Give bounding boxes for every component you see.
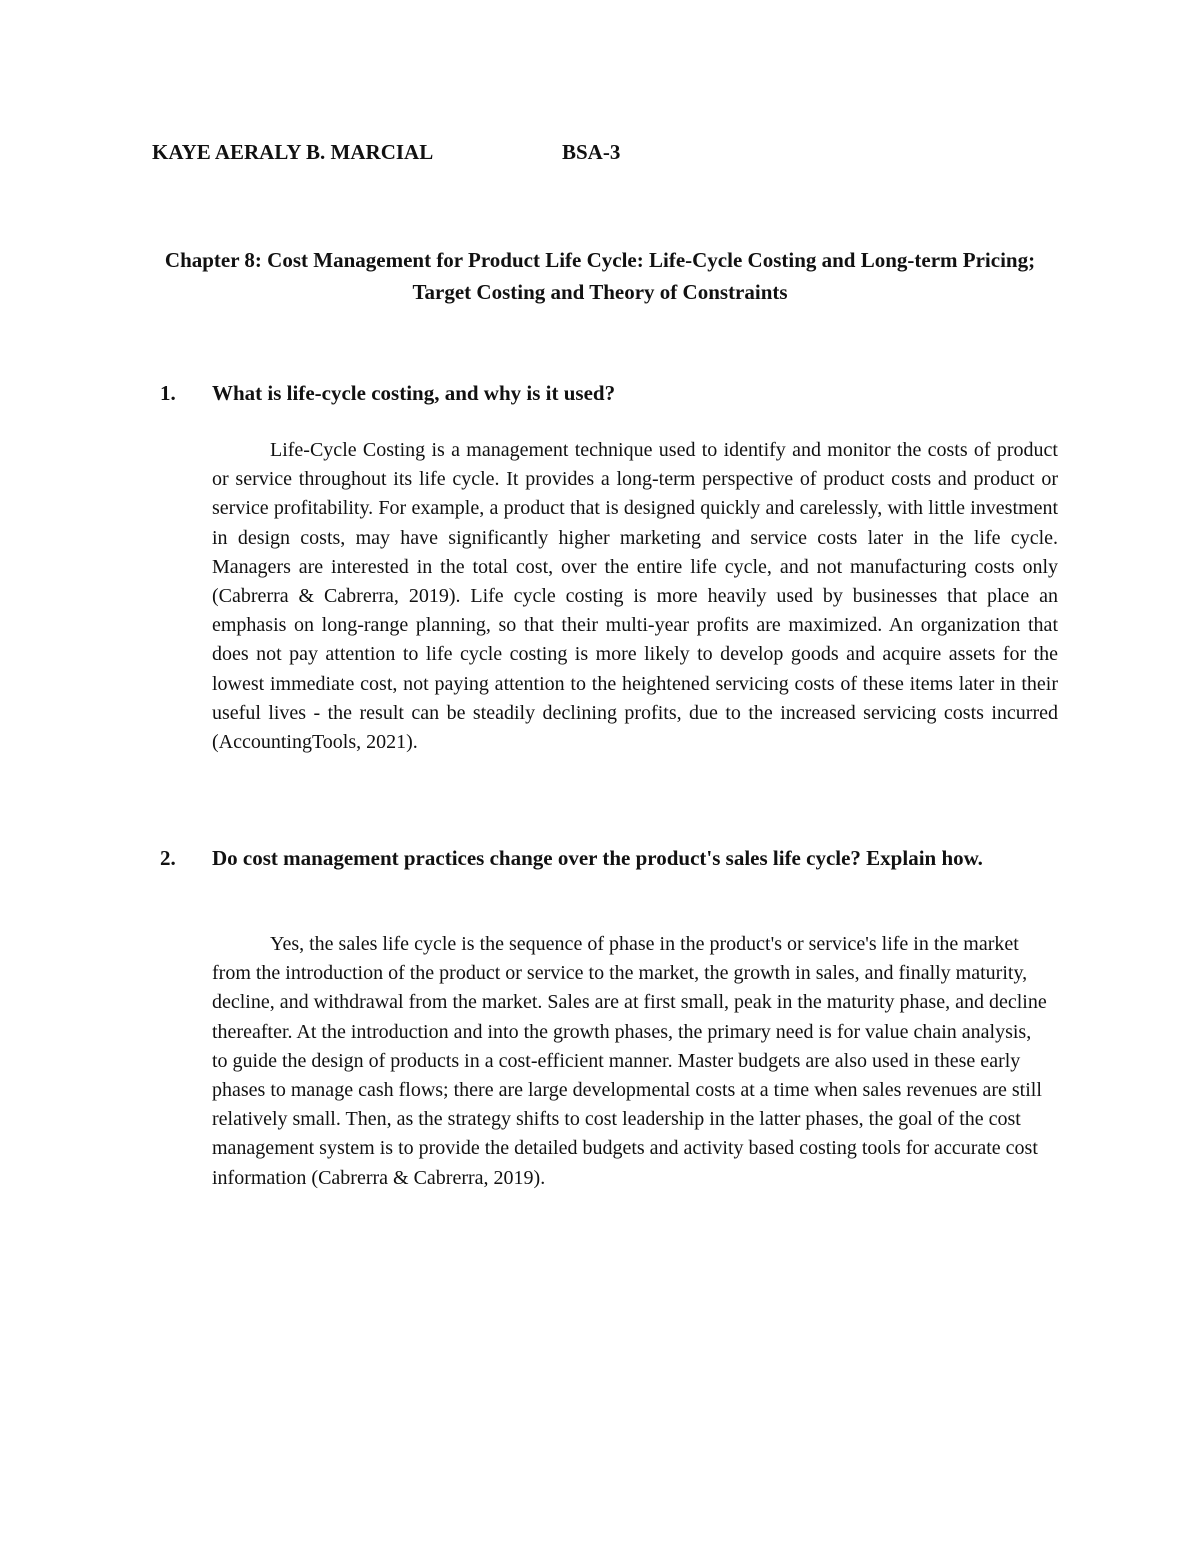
question-2 [160, 842, 1040, 874]
author-header [152, 140, 620, 165]
chapter-title: Chapter 8: Cost Management for Product Life Cycle: Life-Cycle Costing and Long-term Pricing; Target Costing and Theory of Constraints [164, 248, 1036, 304]
question-text: What is life-cycle costing, and why is it used? [212, 381, 616, 405]
question-1 [160, 377, 1040, 409]
answer-1: Life-Cycle Costing is a management technique used to identify and monitor the costs of product or service throughout its life cycle. It provides a long-term perspective of product costs and product or service profitability. For example, a product that is designed quickly and carelessly, with little investment in design costs, may have significantly higher marketing and service costs later in the life cycle. Managers are interested in the total cost, over the entire life cycle, and not manufacturing costs only (Cabrerra & Cabrerra, 2019). Life cycle costing is more heavily used by businesses that place an emphasis on long-range planning, so that their multi-year profits are maximized. An organization that does not pay attention to life cycle costing is more likely to develop goods and acquire assets for the lowest immediate cost, not paying attention to the heightened servicing costs of these items later in their useful lives - the result can be steadily declining profits, due to the increased servicing costs incurred (AccountingTools, 2021). [212, 439, 1058, 754]
student-section: BSA-3 [562, 140, 621, 164]
question-number: 1. [160, 381, 176, 405]
question-text: Do cost management practices change over the product's sales life cycle? Explain how. [212, 846, 983, 870]
answer-2: Yes, the sales life cycle is the sequence of phase in the product's or service's life in the market from the introduction of the product or service to the market, the growth in sales, and finally maturity, decline, and withdrawal from the market. Sales are at first small, peak in the maturity phase, and decline thereafter. At the introduction and into the growth phases, the primary need is for value chain analysis, to guide the design of products in a cost-efficient manner. Master budgets are also used in these early phases to manage cash flows; there are large developmental costs at a time when sales revenues are still relatively small. Then, as the strategy shifts to cost leadership in the latter phases, the goal of the cost management system is to provide the detailed budgets and activity based costing tools for accurate cost information (Cabrerra & Cabrerra, 2019). [212, 933, 1047, 1189]
student-name: KAYE AERALY B. MARCIAL [152, 140, 434, 164]
question-number: 2. [160, 846, 176, 870]
